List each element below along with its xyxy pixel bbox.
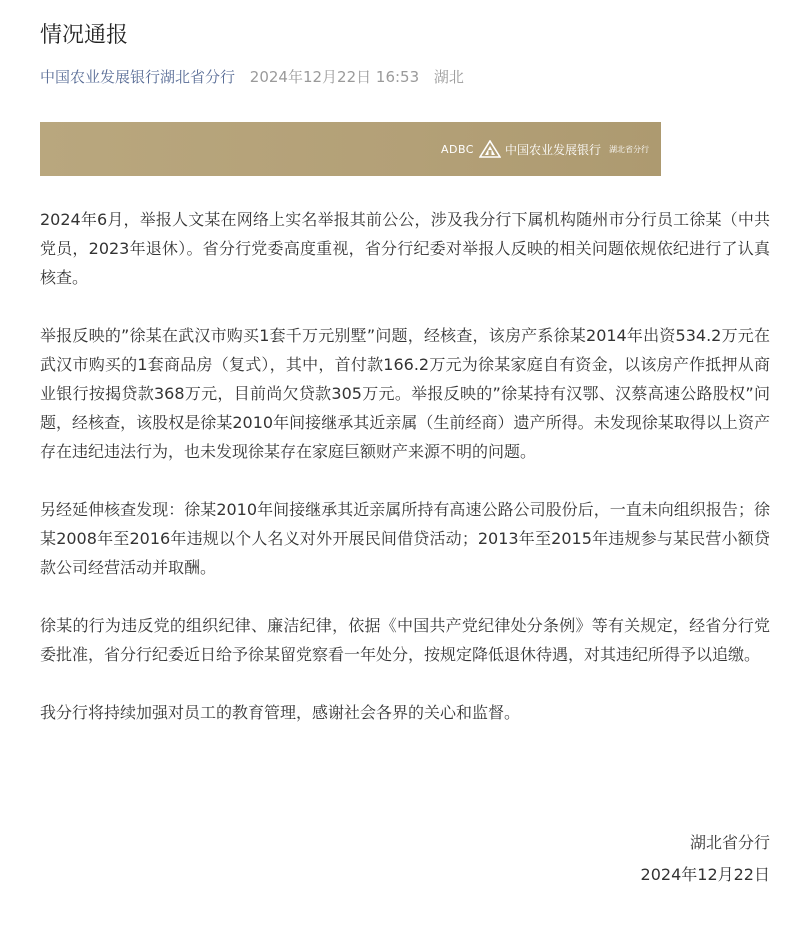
paragraph: 另经延伸核查发现：徐某2010年间接继承其近亲属所持有高速公路公司股份后，一直未向组织报告；徐某2008年至2016年违规以个人名义对外开展民间借贷活动；2013年至2015年违规参与某民营小额贷款公司经营活动并取酬。 xyxy=(40,500,770,577)
publish-date: 2024年12月22日 16:53 xyxy=(249,68,420,86)
signature-block xyxy=(641,828,770,892)
article-title: 情况通报 xyxy=(40,23,129,48)
article-meta xyxy=(40,66,464,88)
signature-org: 湖北省分行 xyxy=(689,833,770,852)
bank-banner-image xyxy=(40,122,661,176)
adbc-logo-icon xyxy=(479,140,501,158)
paragraph: 举报反映的”徐某在武汉市购买1套千万元别墅”问题，经核查，该房产系徐某2014年出资534.2万元在武汉市购买的1套商品房（复式），其中，首付款166.2万元为徐某家庭自有资金，以该房产作抵押从商业银行按揭贷款368万元，目前尚欠贷款305万元。举报反映的”徐某持有汉鄂、汉蔡高速公路股权”问题，经核查，该股权是徐某2010年间接继承其近亲属（生前经商）遗产所得。未发现徐某取得以上资产存在违纪违法行为，也未发现徐某存在家庭巨额财产来源不明的问题。 xyxy=(40,326,770,461)
account-name-link[interactable]: 中国农业发展银行湖北省分行 xyxy=(40,68,236,86)
paragraph: 徐某的行为违反党的组织纪律、廉洁纪律，依据《中国共产党纪律处分条例》等有关规定，经省分行党委批准，省分行纪委近日给予徐某留党察看一年处分，按规定降低退休待遇，对其违纪所得予以追缴。 xyxy=(40,616,770,664)
banner-logo xyxy=(441,139,649,159)
banner-abbr: ADBC xyxy=(440,142,474,156)
article-body xyxy=(40,205,770,756)
paragraph: 我分行将持续加强对员工的教育管理，感谢社会各界的关心和监督。 xyxy=(40,703,521,722)
banner-branch-name: 湖北省分行 xyxy=(609,144,649,154)
banner-bank-name: 中国农业发展银行 xyxy=(504,142,601,157)
signature-date: 2024年12月22日 xyxy=(640,865,770,884)
paragraph: 2024年6月，举报人文某在网络上实名举报其前公公，涉及我分行下属机构随州市分行员工徐某（中共党员，2023年退休）。省分行党委高度重视，省分行纪委对举报人反映的相关问题依规依纪进行了认真核查。 xyxy=(40,210,770,287)
publish-location: 湖北 xyxy=(433,68,464,86)
